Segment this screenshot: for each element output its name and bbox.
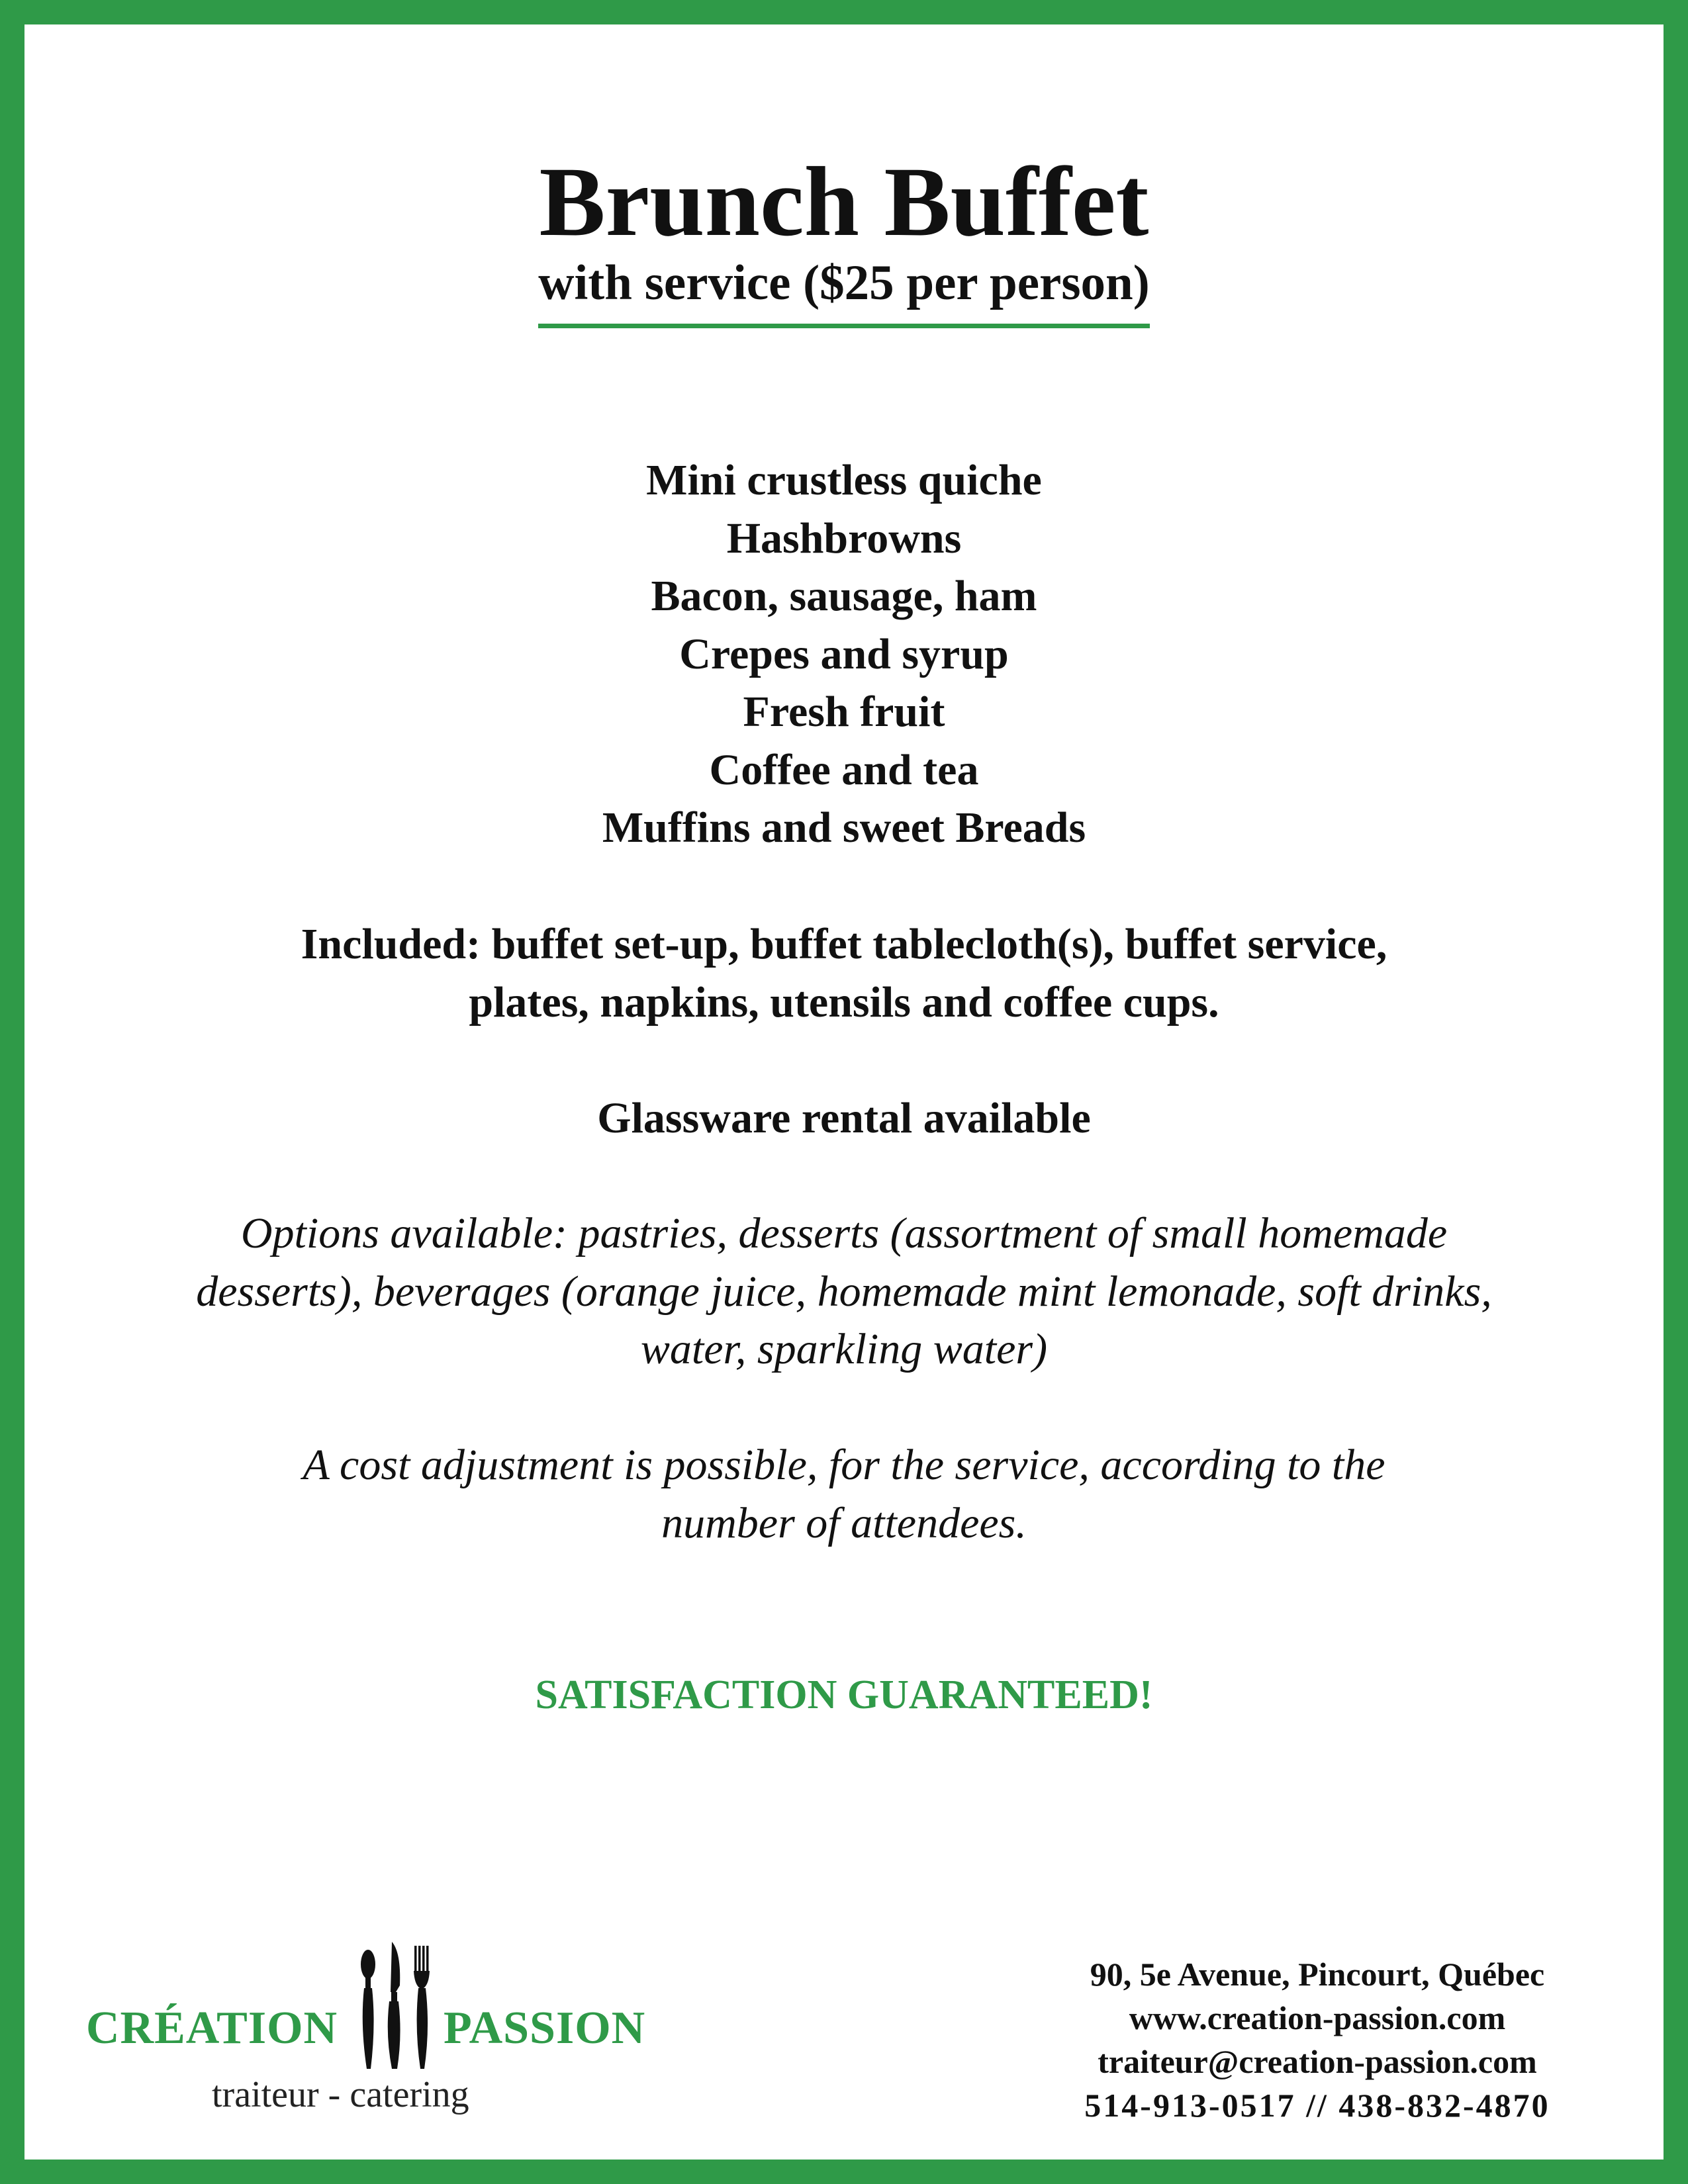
- logo-word-creation: CRÉATION: [86, 2003, 338, 2054]
- menu-item-crepes: Crepes and syrup: [679, 629, 1009, 678]
- options-line: desserts), beverages (orange juice, homemade mint lemonade, soft drinks,: [196, 1267, 1492, 1316]
- options-line: Options available: pastries, desserts (assortment of small homemade: [240, 1209, 1448, 1257]
- menu-item-coffee-tea: Coffee and tea: [709, 745, 979, 794]
- contact-email-link[interactable]: traiteur@creation-passion.com: [1098, 2043, 1537, 2080]
- included-line: Included: buffet set-up, buffet tablecloth(s), buffet service,: [301, 920, 1387, 968]
- menu-list: [0, 451, 1688, 857]
- subtitle-container: [0, 251, 1688, 328]
- options-paragraph: [165, 1205, 1523, 1379]
- page-subtitle: with service ($25 per person): [538, 251, 1149, 328]
- page-title: Brunch Buffet: [539, 147, 1149, 257]
- menu-item-muffins: Muffins and sweet Breads: [602, 803, 1086, 852]
- included-paragraph: [165, 915, 1523, 1031]
- company-logo: [86, 1939, 669, 2131]
- cost-line: A cost adjustment is possible, for the service, according to the: [303, 1441, 1385, 1489]
- logo-tagline: traiteur - catering: [212, 2074, 469, 2115]
- contact-info: [980, 1952, 1655, 2127]
- menu-item-fruit: Fresh fruit: [743, 688, 945, 736]
- satisfaction-guarantee: SATISFACTION GUARANTEED!: [535, 1672, 1153, 1717]
- contact-phones: 514-913-0517 // 438-832-4870: [1084, 2087, 1550, 2124]
- included-line: plates, napkins, utensils and coffee cups.: [469, 978, 1219, 1026]
- menu-item-quiche: Mini crustless quiche: [646, 456, 1042, 504]
- contact-website-link[interactable]: www.creation-passion.com: [1129, 1999, 1506, 2036]
- glassware-note: Glassware rental available: [597, 1094, 1091, 1142]
- cost-line: number of attendees.: [661, 1498, 1027, 1547]
- options-line: water, sparkling water): [640, 1325, 1048, 1373]
- menu-item-meats: Bacon, sausage, ham: [651, 572, 1037, 620]
- contact-address: 90, 5e Avenue, Pincourt, Québec: [1090, 1956, 1545, 1993]
- cutlery-icon: [356, 1939, 436, 2071]
- menu-item-hashbrowns: Hashbrowns: [726, 514, 962, 563]
- logo-word-passion: PASSION: [444, 2003, 646, 2054]
- cost-adjustment-note: [165, 1436, 1523, 1552]
